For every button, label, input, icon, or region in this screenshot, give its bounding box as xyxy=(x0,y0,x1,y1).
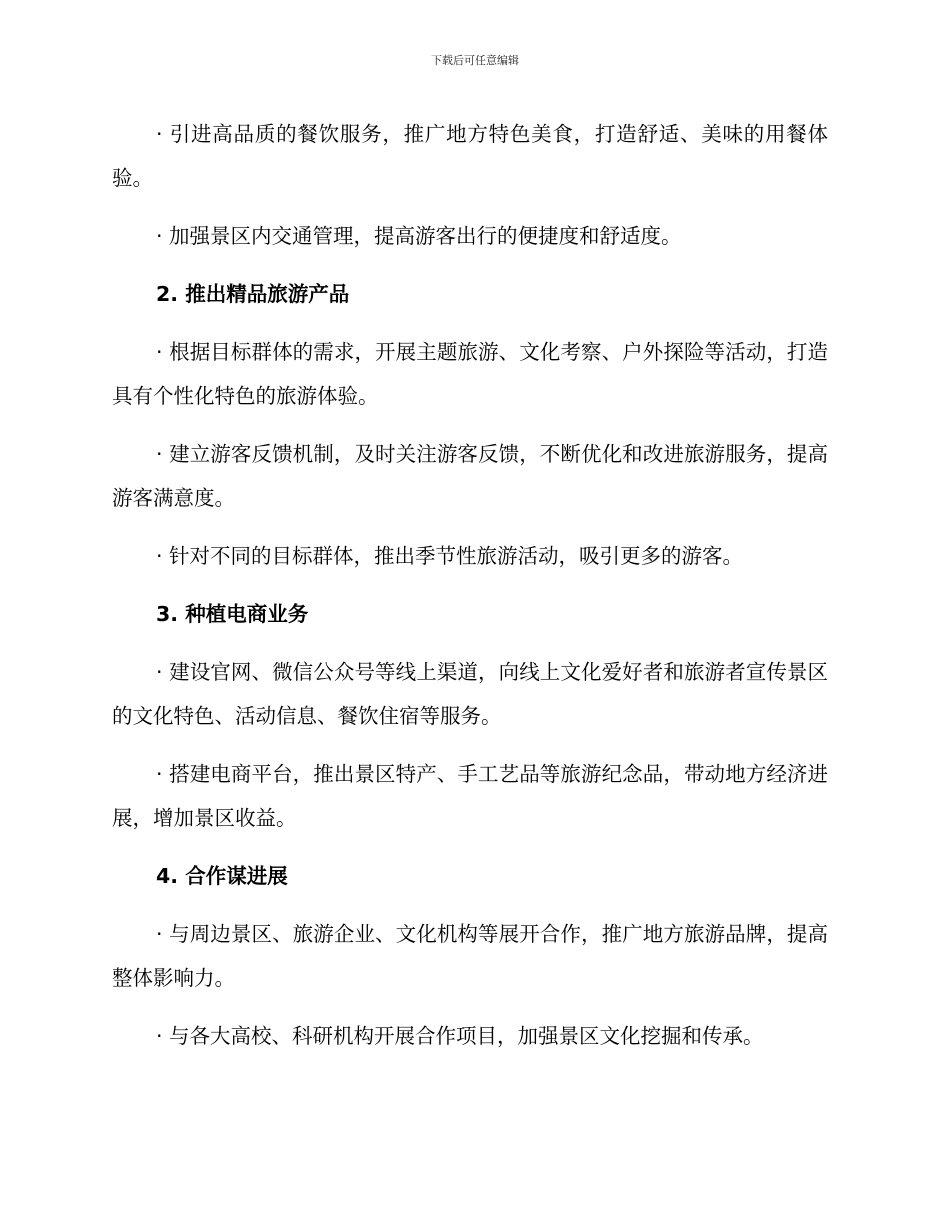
bullet-paragraph: · 加强景区内交通管理，提高游客出行的便捷度和舒适度。 xyxy=(156,224,682,248)
section-heading: 4. 合作谋进展 xyxy=(156,864,288,888)
bullet-paragraph: · 引进高品质的餐饮服务，推广地方特色美食，打造舒适、美味的用餐体验。 xyxy=(112,122,828,190)
document-body xyxy=(112,112,828,1072)
bullet-paragraph: · 搭建电商平台，推出景区特产、手工艺品等旅游纪念品，带动地方经济进展，增加景区收益。 xyxy=(112,762,828,830)
bullet-paragraph: · 建立游客反馈机制，及时关注游客反馈，不断优化和改进旅游服务，提高游客满意度。 xyxy=(112,442,828,510)
page-header: 下载后可任意编辑 xyxy=(431,54,519,67)
section-heading: 3. 种植电商业务 xyxy=(156,602,309,626)
bullet-paragraph: · 针对不同的目标群体，推出季节性旅游活动，吸引更多的游客。 xyxy=(156,544,744,568)
bullet-paragraph: · 根据目标群体的需求，开展主题旅游、文化考察、户外探险等活动，打造具有个性化特色的旅游体验。 xyxy=(112,340,828,408)
section-heading: 2. 推出精品旅游产品 xyxy=(156,282,350,306)
bullet-paragraph: · 与各大高校、科研机构开展合作项目，加强景区文化挖掘和传承。 xyxy=(156,1024,764,1048)
bullet-paragraph: · 与周边景区、旅游企业、文化机构等展开合作，推广地方旅游品牌，提高整体影响力。 xyxy=(112,922,828,990)
bullet-paragraph: · 建设官网、微信公众号等线上渠道，向线上文化爱好者和旅游者宣传景区的文化特色、活动信息、餐饮住宿等服务。 xyxy=(112,660,828,728)
